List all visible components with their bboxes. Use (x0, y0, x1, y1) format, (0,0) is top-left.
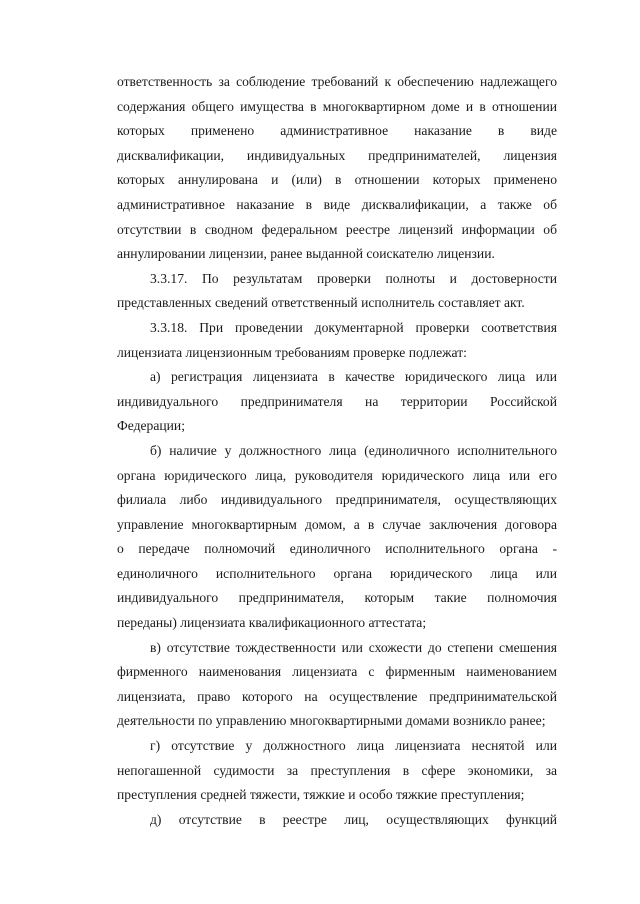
text-line: содержания общего имущества в многоквартирном доме и в отношении (117, 98, 557, 114)
text-line: аннулировании лицензии, ранее выданной соискателю лицензии. (117, 246, 495, 262)
text-line: административное наказание в виде дисквалификации, а также об (117, 196, 557, 212)
text-line: управление многоквартирным домом, а в случае заключения договора (117, 516, 557, 532)
text-line: в) отсутствие тождественности или схожести до степени смешения (150, 639, 557, 655)
text-line: представленных сведений ответственный исполнитель составляет акт. (117, 295, 525, 311)
document-body (117, 70, 557, 832)
text-line: о передаче полномочий единоличного исполнительного органа - (117, 541, 557, 557)
text-line: а) регистрация лицензиата в качестве юридического лица или (150, 369, 557, 385)
text-line: преступления средней тяжести, тяжкие и особо тяжкие преступления; (117, 787, 525, 803)
text-line: лицензиата лицензионным требованиям проверке подлежат: (117, 344, 467, 360)
text-line: б) наличие у должностного лица (единоличного исполнительного (150, 442, 557, 458)
text-line: которых аннулирована и (или) в отношении которых применено (117, 172, 557, 188)
text-line: переданы) лицензиата квалификационного аттестата; (117, 615, 427, 631)
text-line: органа юридического лица, руководителя юридического лица или его (117, 467, 557, 483)
text-line: г) отсутствие у должностного лица лицензиата неснятой или (150, 738, 557, 754)
text-line: деятельности по управлению многоквартирными домами возникло ранее; (117, 713, 546, 729)
text-line: 3.3.18. При проведении документарной проверки соответствия (150, 319, 557, 335)
text-line: лицензиата, право которого на осуществление предпринимательской (117, 688, 557, 704)
text-line: ответственность за соблюдение требований к обеспечению надлежащего (117, 74, 557, 89)
text-line: индивидуального предпринимателя на территории Российской (117, 393, 557, 409)
text-line: единоличного исполнительного органа юридического лица или (117, 565, 557, 581)
text-line: фирменного наименования лицензиата с фирменным наименованием (117, 664, 557, 680)
text-line: индивидуального предпринимателя, которым такие полномочия (117, 590, 557, 606)
text-line: д) отсутствие в реестре лиц, осуществляющих функций (150, 811, 557, 827)
text-line: отсутствии в сводном федеральном реестре лицензий информации об (117, 221, 557, 237)
text-line: которых применено административное наказание в виде (117, 123, 557, 139)
text-line: филиала либо индивидуального предпринимателя, осуществляющих (117, 492, 557, 508)
text-line: дисквалификации, индивидуальных предпринимателей, лицензия (117, 147, 557, 163)
text-line: непогашенной судимости за преступления в сфере экономики, за (117, 762, 557, 778)
text-line: 3.3.17. По результатам проверки полноты и достоверности (150, 270, 557, 286)
text-line: Федерации; (117, 418, 185, 434)
